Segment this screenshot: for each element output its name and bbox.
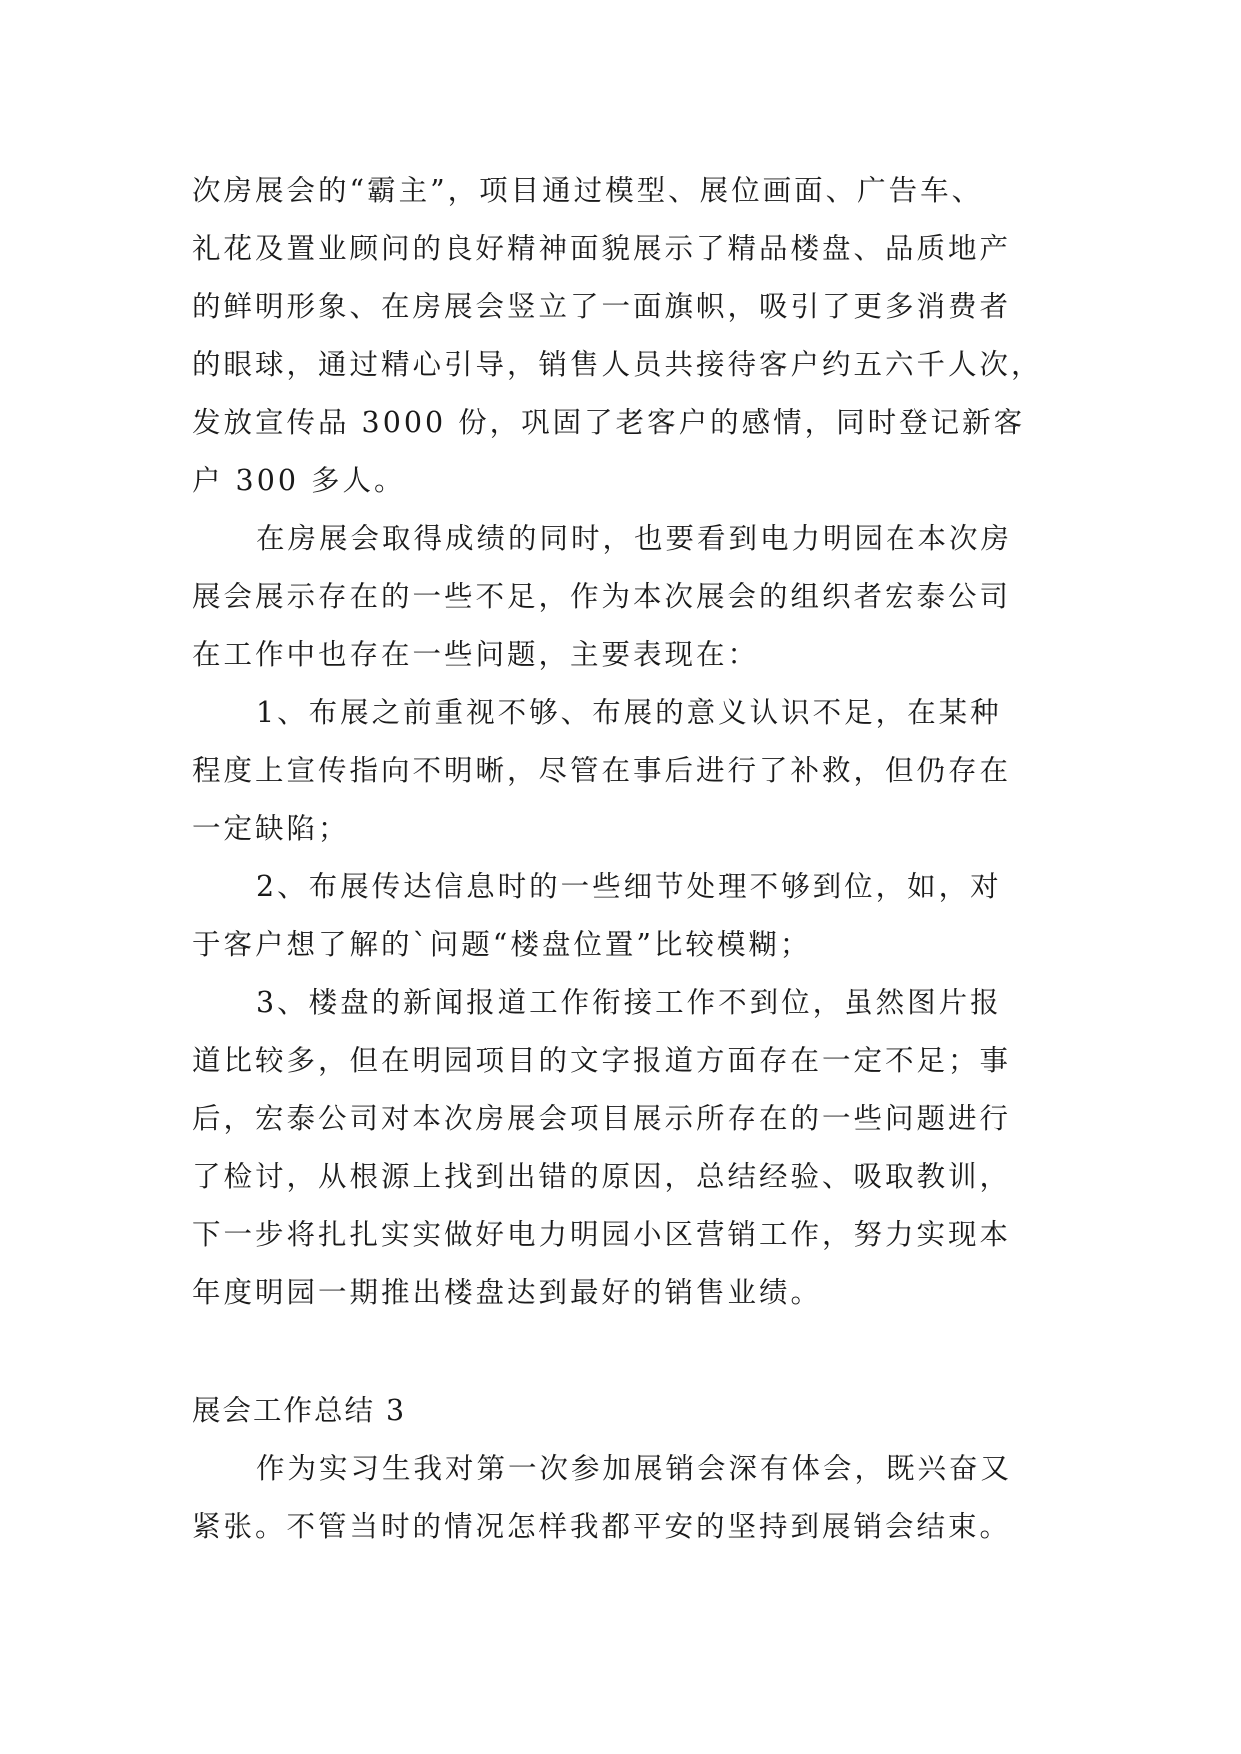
text-line: 礼花及置业顾问的良好精神面貌展示了精品楼盘、品质地产 <box>192 232 1012 265</box>
paragraph-shortcomings-intro <box>192 510 1052 684</box>
text-line: 的鲜明形象、在房展会竖立了一面旗帜，吸引了更多消费者 <box>192 290 1012 323</box>
section-heading: 展会工作总结 3 <box>192 1394 407 1427</box>
document-body <box>192 162 1052 1556</box>
text-line: 在工作中也存在一些问题，主要表现在： <box>192 638 760 671</box>
text-line: 道比较多，但在明园项目的文字报道方面存在一定不足；事 <box>192 1044 1012 1077</box>
text-line: 次房展会的“霸主”，项目通过模型、展位画面、广告车、 <box>192 174 984 207</box>
text-line: 户 300 多人。 <box>192 464 406 497</box>
text-line: 紧张。不管当时的情况怎样我都平安的坚持到展销会结束。 <box>192 1510 1012 1543</box>
text-line: 在房展会取得成绩的同时，也要看到电力明园在本次房 <box>256 522 1013 555</box>
text-line: 下一步将扎扎实实做好电力明园小区营销工作，努力实现本 <box>192 1218 1012 1251</box>
paragraph-intern-experience <box>192 1440 1052 1556</box>
text-line: 2、布展传达信息时的一些细节处理不够到位，如，对 <box>256 870 1002 903</box>
text-line: 了检讨，从根源上找到出错的原因，总结经验、吸取教训， <box>192 1160 1012 1193</box>
text-line: 展会展示存在的一些不足，作为本次展会的组织者宏泰公司 <box>192 580 1012 613</box>
text-line: 发放宣传品 3000 份，巩固了老客户的感情，同时登记新客 <box>192 406 1026 439</box>
text-line: 于客户想了解的`问题“楼盘位置”比较模糊； <box>192 928 812 961</box>
text-line: 的眼球，通过精心引导，销售人员共接待客户约五六千人次， <box>192 348 1043 381</box>
paragraph-item-1 <box>192 684 1052 858</box>
paragraph-item-3 <box>192 974 1052 1322</box>
text-line: 1、布展之前重视不够、布展的意义认识不足，在某种 <box>256 696 1002 729</box>
text-line: 作为实习生我对第一次参加展销会深有体会，既兴奋又 <box>256 1452 1013 1485</box>
text-line: 年度明园一期推出楼盘达到最好的销售业绩。 <box>192 1276 823 1309</box>
paragraph-item-2 <box>192 858 1052 974</box>
text-line: 程度上宣传指向不明晰，尽管在事后进行了补救，但仍存在 <box>192 754 1012 787</box>
text-line: 3、楼盘的新闻报道工作衔接工作不到位，虽然图片报 <box>256 986 1002 1019</box>
paragraph-exhibition-result <box>192 162 1052 510</box>
text-line: 后，宏泰公司对本次房展会项目展示所存在的一些问题进行 <box>192 1102 1012 1135</box>
text-line: 一定缺陷； <box>192 812 350 845</box>
